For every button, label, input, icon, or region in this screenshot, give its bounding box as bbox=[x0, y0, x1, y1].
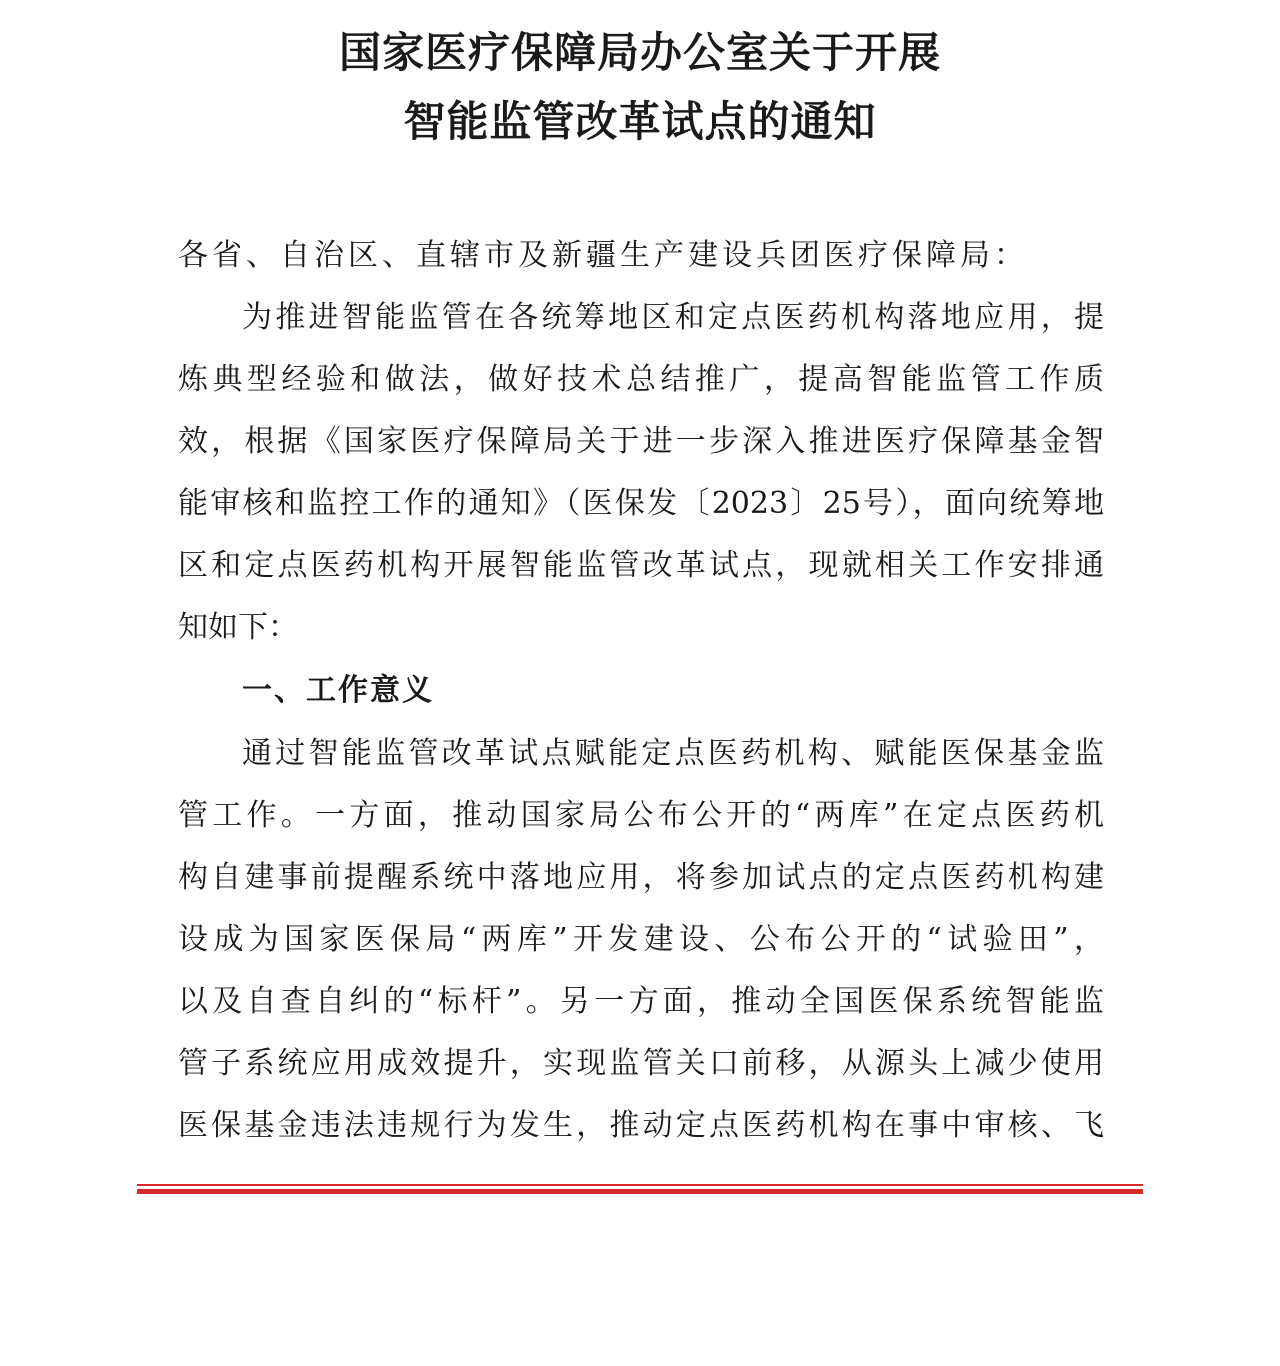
paragraph-1 bbox=[178, 287, 1104, 659]
paragraph-line: 知如下： bbox=[178, 610, 298, 645]
paragraph-line: 效，根据《国家医疗保障局关于进一步深入推进医疗保障基金智 bbox=[178, 424, 1104, 459]
paragraph-line: 为推进智能监管在各统筹地区和定点医药机构落地应用，提 bbox=[242, 300, 1104, 335]
paragraph-2 bbox=[178, 723, 1104, 1157]
footer-rule-thin-line bbox=[137, 1184, 1143, 1186]
paragraph-line: 医保基金违法违规行为发生，推动定点医药机构在事中审核、飞 bbox=[178, 1108, 1104, 1143]
paragraph-line: 管子系统应用成效提升，实现监管关口前移，从源头上减少使用 bbox=[178, 1046, 1104, 1081]
salutation: 各省、自治区、直辖市及新疆生产建设兵团医疗保障局： bbox=[178, 238, 1028, 273]
paragraph-line: 设成为国家医保局“两库”开发建设、公布公开的“试验田”， bbox=[178, 922, 1104, 957]
paragraph-line: 炼典型经验和做法，做好技术总结推广，提高智能监管工作质 bbox=[178, 362, 1104, 397]
paragraph-line: 构自建事前提醒系统中落地应用，将参加试点的定点医药机构建 bbox=[178, 860, 1104, 895]
section-heading: 一、工作意义 bbox=[242, 673, 434, 708]
document-title-line-1: 国家医疗保障局办公室关于开展 bbox=[338, 28, 941, 77]
footer-red-rule bbox=[137, 1184, 1143, 1198]
paragraph-line: 区和定点医药机构开展智能监管改革试点，现就相关工作安排通 bbox=[178, 548, 1104, 583]
paragraph-line: 管工作。一方面，推动国家局公布公开的“两库”在定点医药机 bbox=[178, 798, 1104, 833]
paragraph-line: 以及自查自纠的“标杆”。另一方面，推动全国医保系统智能监 bbox=[178, 984, 1104, 1019]
footer-rule-thick-line bbox=[137, 1189, 1143, 1194]
document-title-line-2: 智能监管改革试点的通知 bbox=[403, 97, 877, 146]
paragraph-line: 能审核和监控工作的通知》（医保发〔2023〕25号），面向统筹地 bbox=[178, 486, 1104, 521]
paragraph-line: 通过智能监管改革试点赋能定点医药机构、赋能医保基金监 bbox=[242, 736, 1104, 771]
